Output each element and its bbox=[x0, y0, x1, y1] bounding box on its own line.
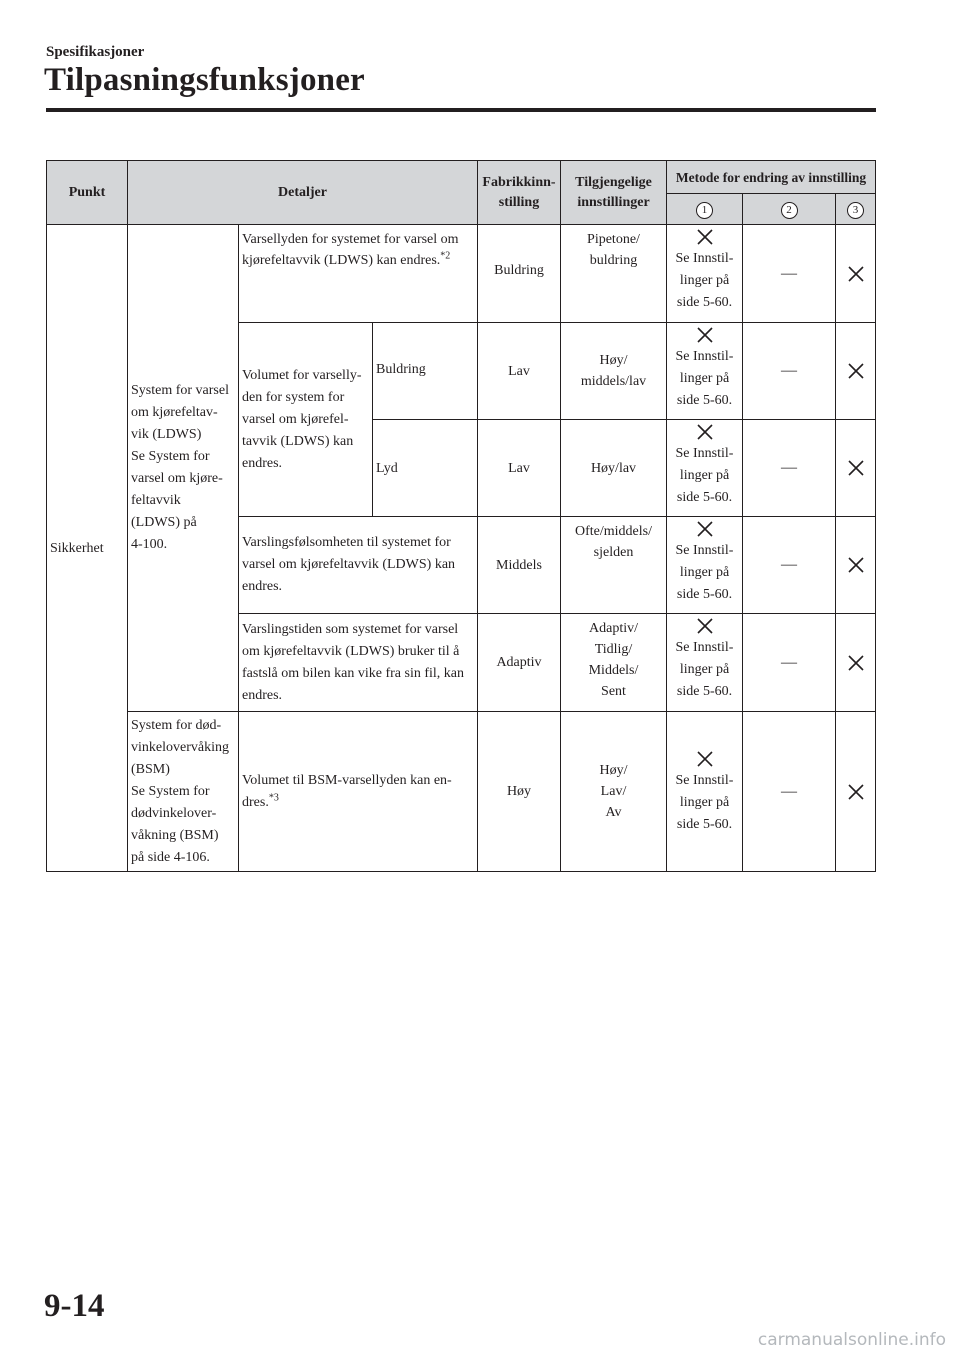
volume-label-cell: Volumet for varselly- den for system for varsel om kjørefel- tavvik (LDWS) kan endres. bbox=[239, 323, 373, 517]
x-icon bbox=[848, 266, 864, 282]
footnote-mark: *2 bbox=[440, 250, 451, 262]
available-cell: Adaptiv/ Tidlig/ Middels/ Sent bbox=[561, 614, 667, 712]
method-1-note: Se Innstil- linger på side 5-60. bbox=[675, 349, 734, 408]
method-3-cell bbox=[836, 712, 876, 872]
method-1-cell bbox=[667, 225, 743, 323]
method-3-header bbox=[836, 194, 876, 225]
method-1-cell bbox=[667, 420, 743, 517]
method-1-cell bbox=[667, 614, 743, 712]
col-header-punkt: Punkt bbox=[47, 161, 128, 225]
detail-text: Volumet til BSM-varsellyden kan en- dres. bbox=[242, 772, 452, 810]
table-row bbox=[47, 225, 876, 323]
x-icon bbox=[848, 655, 864, 671]
method-2-cell bbox=[743, 517, 836, 614]
available-cell: Høy/lav bbox=[561, 420, 667, 517]
dash-mark: — bbox=[781, 556, 797, 573]
x-icon bbox=[697, 424, 713, 440]
x-icon bbox=[697, 229, 713, 245]
factory-cell: Middels bbox=[478, 517, 561, 614]
method-1-note: Se Innstil- linger på side 5-60. bbox=[675, 773, 734, 832]
dash-mark: — bbox=[781, 653, 797, 671]
page-title: Tilpasningsfunksjoner bbox=[44, 62, 365, 98]
x-icon bbox=[848, 460, 864, 476]
customization-table bbox=[46, 160, 876, 872]
detail-cell: Varslingsfølsomheten til systemet for varsel om kjørefeltavvik (LDWS) kan endres. bbox=[239, 517, 478, 614]
method-1-cell bbox=[667, 712, 743, 872]
title-rule bbox=[46, 108, 876, 112]
group-ldws: System for varsel om kjørefeltav- vik (LDWS) Se System for varsel om kjøre- feltavvik (LDWS) på 4-100. bbox=[128, 225, 239, 712]
method-1-header bbox=[667, 194, 743, 225]
factory-cell: Adaptiv bbox=[478, 614, 561, 712]
method-1-note: Se Innstil- linger på side 5-60. bbox=[675, 251, 734, 310]
method-3-cell bbox=[836, 323, 876, 420]
method-3-cell bbox=[836, 225, 876, 323]
method-2-number: 2 bbox=[781, 202, 798, 219]
x-icon bbox=[848, 557, 864, 573]
dash-mark: — bbox=[781, 459, 797, 476]
x-icon bbox=[848, 784, 864, 800]
factory-cell: Lav bbox=[478, 323, 561, 420]
factory-cell: Buldring bbox=[478, 225, 561, 323]
dash-mark: — bbox=[781, 782, 797, 800]
col-header-tilgjengelige: Tilgjengelige innstillinger bbox=[561, 161, 667, 225]
method-3-cell bbox=[836, 420, 876, 517]
table-row bbox=[47, 712, 876, 872]
available-cell: Høy/ middels/lav bbox=[561, 323, 667, 420]
group-bsm: System for død- vinkelovervåking (BSM) Se System for dødvinkelover- våkning (BSM) på side 4-106. bbox=[128, 712, 239, 872]
method-3-number: 3 bbox=[847, 202, 864, 219]
header-row bbox=[47, 161, 876, 194]
detail-cell bbox=[239, 225, 478, 323]
method-2-header bbox=[743, 194, 836, 225]
x-icon bbox=[848, 363, 864, 379]
detail-cell bbox=[239, 712, 478, 872]
col-header-metode: Metode for endring av innstilling bbox=[667, 161, 876, 194]
method-1-cell bbox=[667, 323, 743, 420]
method-2-cell bbox=[743, 712, 836, 872]
x-icon bbox=[697, 618, 713, 634]
detail-text: Varsellyden for systemet for varsel om kjørefeltavvik (LDWS) kan endres. bbox=[242, 232, 459, 268]
method-2-cell bbox=[743, 323, 836, 420]
available-cell: Høy/ Lav/ Av bbox=[561, 712, 667, 872]
x-icon bbox=[697, 521, 713, 537]
subdetail-cell: Buldring bbox=[373, 323, 478, 420]
available-cell: Ofte/middels/ sjelden bbox=[561, 517, 667, 614]
available-cell: Pipetone/ buldring bbox=[561, 225, 667, 323]
dash-mark: — bbox=[781, 362, 797, 379]
category-cell: Sikkerhet bbox=[47, 225, 128, 872]
page-number: 9-14 bbox=[44, 1288, 105, 1324]
col-header-detaljer: Detaljer bbox=[128, 161, 478, 225]
method-1-cell bbox=[667, 517, 743, 614]
dash-mark: — bbox=[781, 264, 797, 282]
col-header-fabrikk: Fabrikkinn- stilling bbox=[478, 161, 561, 225]
section-label: Spesifikasjoner bbox=[46, 44, 145, 60]
method-3-cell bbox=[836, 614, 876, 712]
method-1-note: Se Innstil- linger på side 5-60. bbox=[675, 543, 734, 602]
method-2-cell bbox=[743, 420, 836, 517]
footnote-mark: *3 bbox=[268, 791, 279, 803]
watermark: carmanualsonline.info bbox=[757, 1330, 946, 1350]
x-icon bbox=[697, 327, 713, 343]
method-2-cell bbox=[743, 614, 836, 712]
method-1-note: Se Innstil- linger på side 5-60. bbox=[675, 640, 734, 699]
detail-cell: Varslingstiden som systemet for varsel om kjørefeltavvik (LDWS) bruker til å fastslå om bilen kan vike fra sin fil, kan endres. bbox=[239, 614, 478, 712]
method-3-cell bbox=[836, 517, 876, 614]
method-2-cell bbox=[743, 225, 836, 323]
subdetail-cell: Lyd bbox=[373, 420, 478, 517]
method-1-number: 1 bbox=[696, 202, 713, 219]
x-icon bbox=[697, 751, 713, 767]
method-1-note: Se Innstil- linger på side 5-60. bbox=[675, 446, 734, 505]
factory-cell: Høy bbox=[478, 712, 561, 872]
factory-cell: Lav bbox=[478, 420, 561, 517]
